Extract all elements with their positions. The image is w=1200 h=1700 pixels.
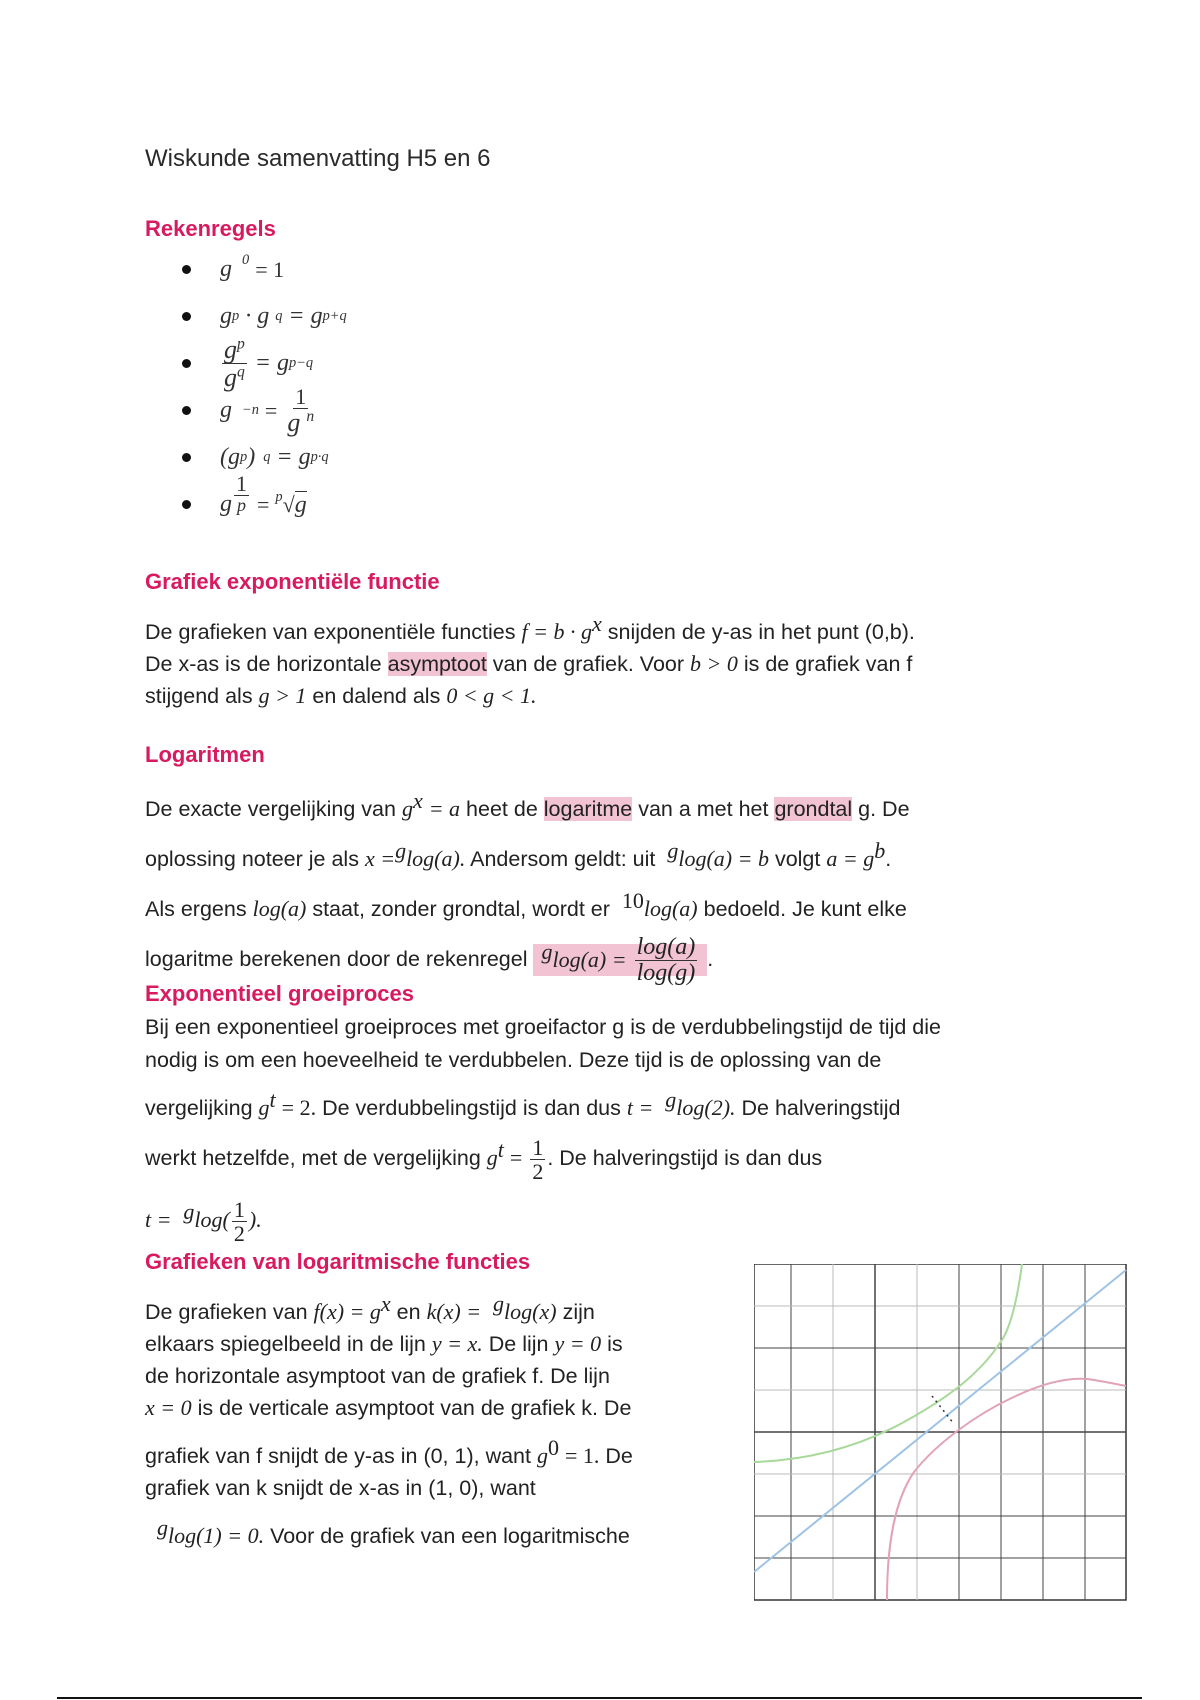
heading-groeiproces: Exponentieel groeiproces	[145, 981, 414, 1006]
bullet-icon	[182, 359, 191, 368]
paragraph-logaritmen: De exacte vergelijking van $g^x = a$ heet de logaritme van a met het grondtal g. De oplossing noteer je als x =$^g$log(a). Andersom geldt: uit $^g$log(a) = b volgt $a = g^b$. Als ergens log(a) staat, zonder grondtal, wordt er $^{10}$log(a) bedoeld. Je kunt elke logaritme berekenen door de rekenregel $^g$log(a) = $\frac{\log(a)}{\log(g)}$ .	[145, 788, 910, 987]
rule-quotient: $\frac{g^p}{g^q}$ = g p−q	[180, 340, 347, 387]
rule-product: g p · g q = g p+q	[180, 293, 347, 340]
highlight-grondtal: grondtal	[774, 797, 853, 822]
heading-grafieken-log: Grafieken van logaritmische functies	[145, 1249, 531, 1274]
rule-negative-exponent: g −n = $\frac{1}{g ^n}$	[180, 387, 347, 434]
rules-list	[180, 246, 347, 528]
bullet-icon	[182, 406, 191, 415]
radical-icon: √	[282, 491, 295, 517]
highlight-asymptoot: asymptoot	[387, 652, 487, 677]
highlight-log-rule: $^g$log(a) = $\frac{\log(a)}{\log(g)}$	[533, 944, 707, 976]
heading-grafiek-exp: Grafiek exponentiële functie	[145, 569, 440, 594]
paragraph-groeiproces: Bij een exponentieel groeiproces met groeifactor g is de verdubbelingstijd de tijd die nodig is om een hoeveelheid te verdubbelen. Deze tijd is de oplossing van de vergelijking $g^t = 2$. De verdubbelingstijd is dan dus t = $^g$log(2). De halveringstijd werkt hetzelfde, met de vergelijking $g^t$ = $\frac{1}{2}$ . De halveringstijd is dan dus t = $^g$log( $\frac{1}{2}$ ).	[145, 1015, 941, 1247]
rule-zero-exponent: g $^0$ = 1	[180, 246, 347, 293]
bullet-icon	[182, 265, 191, 274]
page-title: Wiskunde samenvatting H5 en 6	[145, 145, 491, 172]
bullet-icon	[182, 312, 191, 321]
paragraph-grafieken-log: De grafieken van $f(x) = g^x$ en k(x) = $^g$log(x) zijn elkaars spiegelbeeld in de lijn y = x. De lijn y = 0 is de horizontale asymptoot van de grafiek f. De lijn x = 0 is de verticale asymptoot van de grafiek k. De grafiek van f snijdt de y-as in (0, 1), want $g^0 = 1$. De grafiek van k snijdt de x-as in (1, 0), want $^g$log(1) = 0. Voor de grafiek van een logaritmische	[145, 1291, 633, 1549]
highlight-logaritme: logaritme	[543, 797, 633, 822]
heading-rekenregels: Rekenregels	[145, 216, 276, 241]
rule-power-of-power: (g p ) q = g p·q	[180, 434, 347, 481]
log-exp-graph	[754, 1264, 1128, 1602]
paragraph-grafiek-exp: De grafieken van exponentiële functies $f = b \cdot g^x$ snijden de y-as in het punt (0,b). De x-as is de horizontale asymptoot van de grafiek. Voor b > 0 is de grafiek van f stijgend als g > 1 en dalend als 0 < g < 1.	[145, 611, 915, 709]
bullet-icon	[182, 500, 191, 509]
heading-logaritmen: Logaritmen	[145, 742, 265, 767]
bullet-icon	[182, 453, 191, 462]
rule-root: g $\frac{1}{p}$ = $^p$ √ g	[180, 481, 347, 528]
page-bottom-rule	[57, 1697, 1142, 1699]
